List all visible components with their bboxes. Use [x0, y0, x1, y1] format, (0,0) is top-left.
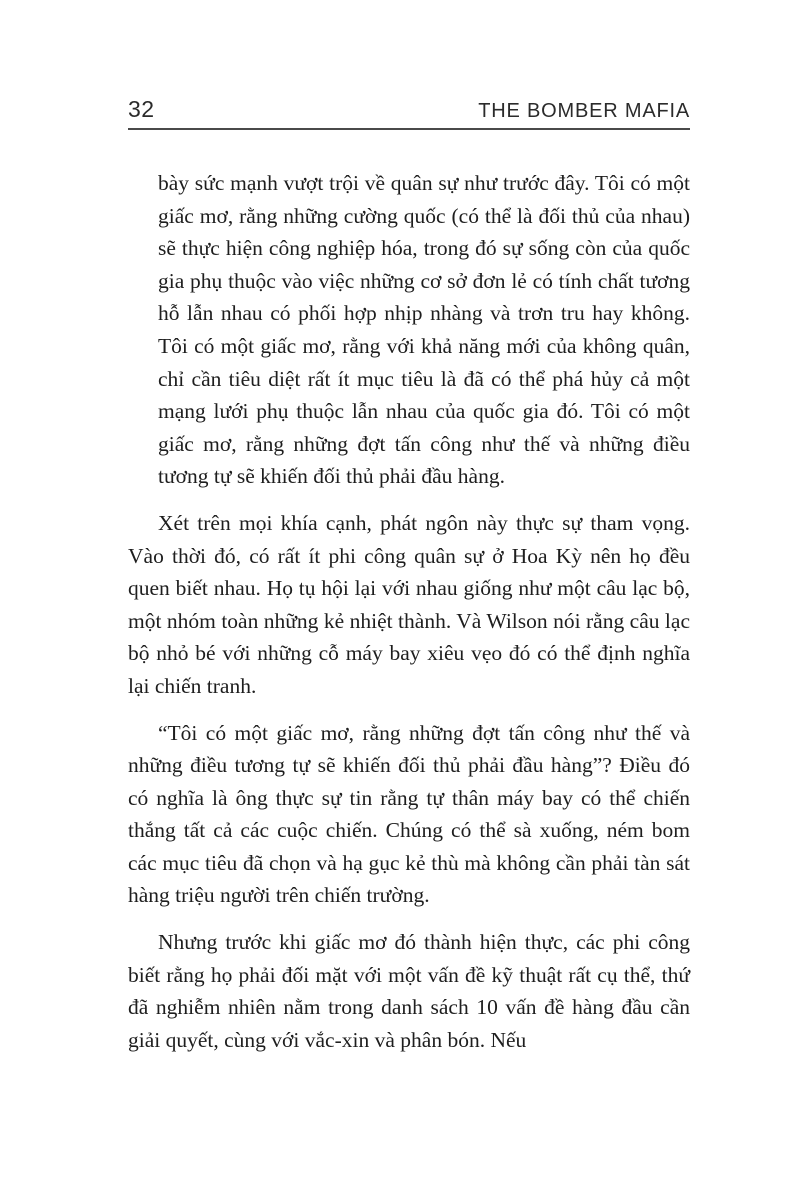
header-rule [128, 128, 690, 130]
paragraph: Xét trên mọi khía cạnh, phát ngôn này thực sự tham vọng. Vào thời đó, có rất ít phi công quân sự ở Hoa Kỳ nên họ đều quen biết nhau. Họ tụ hội lại với nhau giống như một câu lạc bộ, một nhóm toàn những kẻ nhiệt thành. Và Wilson nói rằng câu lạc bộ nhỏ bé với những cỗ máy bay xiêu vẹo đó có thể định nghĩa lại chiến tranh. [128, 510, 690, 698]
page-body [128, 167, 690, 1056]
block-quote: bày sức mạnh vượt trội về quân sự như trước đây. Tôi có một giấc mơ, rằng những cường quốc (có thể là đối thủ của nhau) sẽ thực hiện công nghiệp hóa, trong đó sự sống còn của quốc gia phụ thuộc vào việc những cơ sở đơn lẻ có tính chất tương hỗ lẫn nhau có phối hợp nhịp nhàng và trơn tru hay không. Tôi có một giấc mơ, rằng với khả năng mới của không quân, chỉ cần tiêu diệt rất ít mục tiêu là đã có thể phá hủy cả một mạng lưới phụ thuộc lẫn nhau của quốc gia đó. Tôi có một giấc mơ, rằng những đợt tấn công như thế và những điều tương tự sẽ khiến đối thủ phải đầu hàng. [158, 171, 690, 489]
running-header [128, 97, 690, 123]
paragraph: “Tôi có một giấc mơ, rằng những đợt tấn công như thế và những điều tương tự sẽ khiến đối thủ phải đầu hàng”? Điều đó có nghĩa là ông thực sự tin rằng tự thân máy bay có thể chiến thắng tất cả các cuộc chiến. Chúng có thể sà xuống, ném bom các mục tiêu đã chọn và hạ gục kẻ thù mà không cần phải tàn sát hàng triệu người trên chiến trường. [128, 720, 690, 908]
paragraph: Nhưng trước khi giấc mơ đó thành hiện thực, các phi công biết rằng họ phải đối mặt với một vấn đề kỹ thuật rất cụ thể, thứ đã nghiễm nhiên nằm trong danh sách 10 vấn đề hàng đầu cần giải quyết, cùng với vắc-xin và phân bón. Nếu [128, 930, 690, 1052]
running-title: THE BOMBER MAFIA [478, 100, 690, 122]
page-number: 32 [128, 96, 155, 122]
